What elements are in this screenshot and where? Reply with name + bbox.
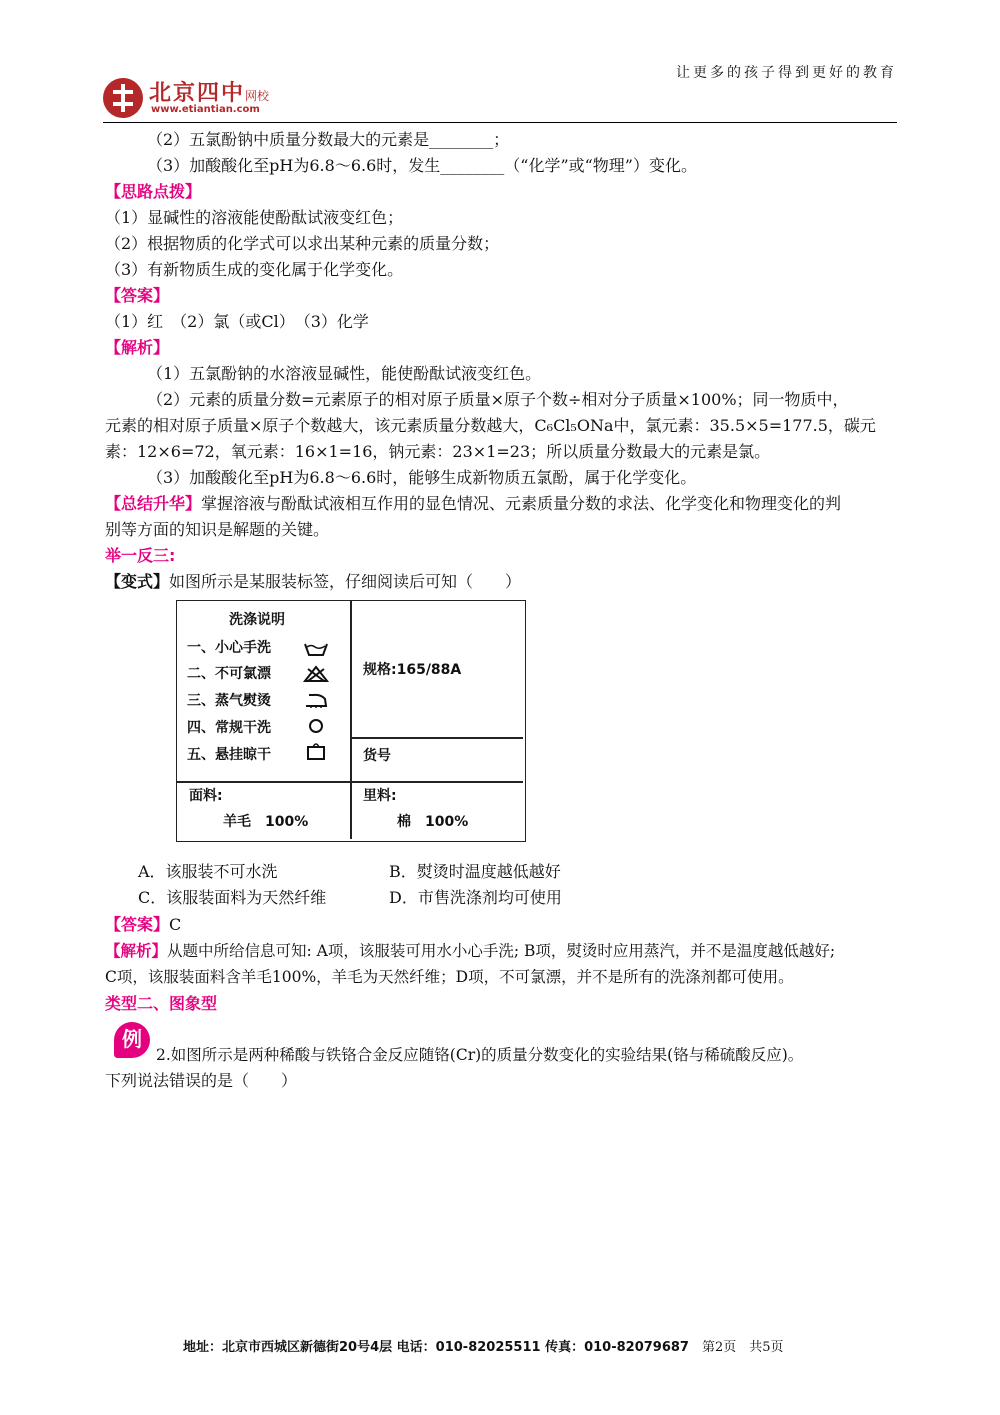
label-item-2: 二、不可氯漂 [187, 666, 271, 682]
hang-dry-icon [305, 741, 327, 761]
label-item-3: 三、蒸气熨烫 [187, 693, 271, 709]
question-part-3: （3）加酸酸化至pH为6.8～6.6时，发生________（“化学”或“物理”）变化。 [147, 156, 697, 175]
header-divider [103, 122, 897, 123]
example-line-2: 下列说法错误的是（ ） [105, 1071, 298, 1090]
analysis2-line-1: 【解析】从题中所给信息可知: A项，该服装可用水小心手洗; B项，熨烫时应用蒸汽，并不是温度越低越好; [105, 942, 836, 960]
hint-line-2: （2）根据物质的化学式可以求出某种元素的质量分数； [105, 234, 500, 253]
logo-name: 北京四中网校 [149, 80, 270, 106]
summary-line-1: 【总结升华】掌握溶液与酚酞试液相互作用的显色情况、元素质量分数的求法、化学变化和物理变化的判 [105, 494, 842, 513]
school-logo [103, 74, 303, 120]
analysis-line-2: （2）元素的质量分数=元素原子的相对原子质量×原子个数÷相对分子质量×100%；同一物质中， [147, 390, 849, 409]
analysis2-line-2: C项，该服装面料含羊毛100%，羊毛为天然纤维；D项，不可氯漂，并不是所有的洗涤剂都可使用。 [105, 968, 794, 986]
summary-line-2: 别等方面的知识是解题的关键。 [105, 520, 330, 539]
option-c: C．该服装面料为天然纤维 [138, 888, 327, 907]
option-d: D．市售洗涤剂均可使用 [389, 888, 562, 907]
analysis-line-4: 素：12×6=72，氧元素：16×1=16，钠元素：23×1=23；所以质量分数最大的元素是氯。 [105, 442, 771, 461]
example-line-1: 2.如图所示是两种稀酸与铁铬合金反应随铬(Cr)的质量分数变化的实验结果(铬与稀硫酸反应)。 [156, 1046, 804, 1064]
option-b: B．熨烫时温度越低越好 [389, 862, 561, 881]
footer-page: 第2页 共5页 [702, 1340, 784, 1355]
analysis2-tag: 【解析】 [105, 942, 168, 960]
logo-sub: 网校 [245, 89, 270, 103]
hint-line-3: （3）有新物质生成的变化属于化学变化。 [105, 260, 404, 279]
answer-text: （1）红 （2）氯（或Cl） （3）化学 [105, 312, 369, 331]
label-outer-value: 羊毛 100% [223, 814, 309, 830]
answer2-tag: 【答案】 [105, 915, 170, 934]
answer-tag: 【答案】 [105, 286, 170, 305]
label-lining: 里料: [363, 788, 397, 804]
clothing-label-figure [176, 600, 526, 842]
hint-tag: 【思路点拨】 [105, 182, 202, 201]
label-lining-value: 棉 100% [397, 814, 469, 830]
label-item-4: 四、常规干洗 [187, 720, 271, 736]
label-spec: 规格:165/88A [363, 662, 462, 678]
label-title: 洗涤说明 [229, 612, 285, 628]
dry-clean-icon [305, 717, 327, 735]
analysis-line-3: 元素的相对原子质量×原子个数越大，该元素质量分数越大，C₆Cl₅ONa中，氯元素：35.5×5=177.5，碳元 [105, 416, 876, 435]
analysis-tag: 【解析】 [105, 338, 170, 357]
variant-question: 【变式】如图所示是某服装标签，仔细阅读后可知（ ） [105, 572, 522, 591]
analysis-line-1: （1）五氯酚钠的水溶液显碱性，能使酚酞试液变红色。 [147, 364, 542, 383]
hand-wash-icon [303, 639, 329, 657]
variant-tag: 【变式】 [105, 572, 170, 591]
hint-line-1: （1）显碱性的溶液能使酚酞试液变红色； [105, 208, 404, 227]
question-part-2: （2）五氯酚钠中质量分数最大的元素是________； [147, 130, 510, 149]
logo-url: www.etiantian.com [151, 104, 260, 115]
label-vertical-divider [350, 601, 352, 839]
answer2: 【答案】C [105, 915, 182, 934]
steam-iron-icon [303, 691, 329, 709]
summary-tag: 【总结升华】 [105, 494, 202, 513]
header-slogan: 让更多的孩子得到更好的教育 [676, 65, 897, 81]
analysis-line-5: （3）加酸酸化至pH为6.8～6.6时，能够生成新物质五氯酚，属于化学变化。 [147, 468, 697, 487]
label-item-no: 货号 [363, 748, 391, 764]
label-item-1: 一、小心手洗 [187, 640, 271, 656]
logo-emblem-icon [103, 78, 143, 118]
label-outer-fabric: 面料: [189, 788, 223, 804]
type2-heading: 类型二、图象型 [105, 994, 218, 1013]
option-a: A．该服装不可水洗 [138, 862, 278, 881]
example-badge-icon: 例 [114, 1022, 150, 1058]
label-horizontal-divider [177, 781, 523, 783]
page-footer [183, 1336, 784, 1355]
practice-heading: 举一反三: [105, 546, 176, 565]
label-item-divider [351, 737, 523, 739]
footer-address: 地址：北京市西城区新德街20号4层 电话：010-82025511 传真：010-82079687 [183, 1340, 689, 1355]
no-bleach-icon [303, 665, 329, 683]
label-item-5: 五、悬挂晾干 [187, 747, 271, 763]
